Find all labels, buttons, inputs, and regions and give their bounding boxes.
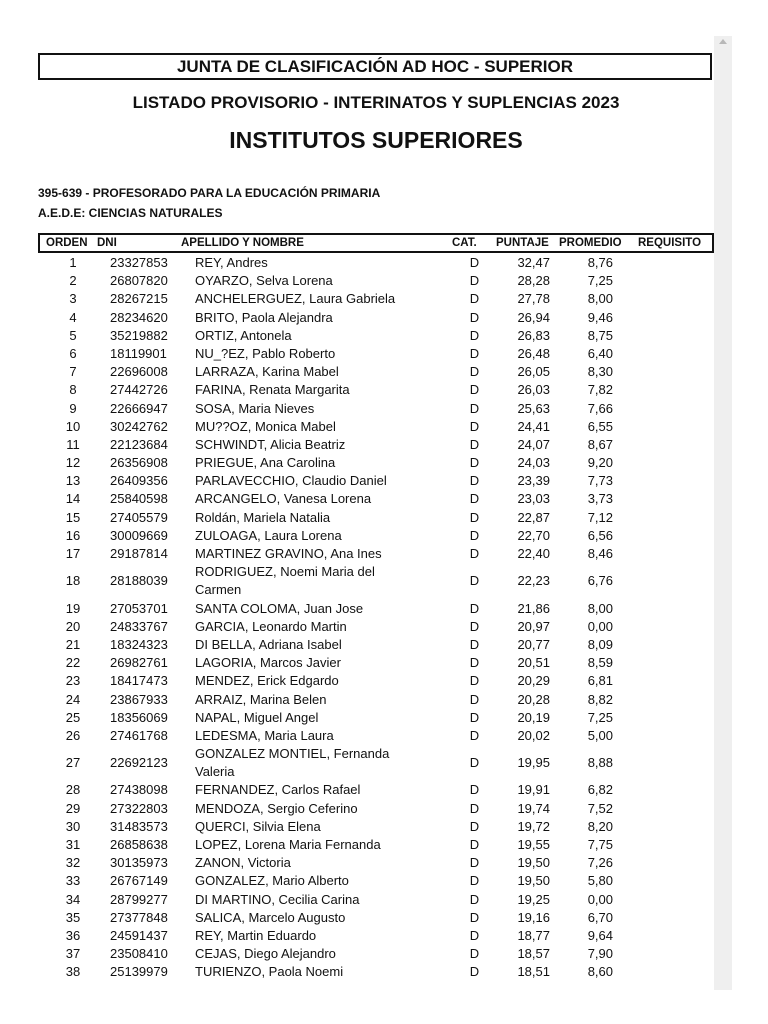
cell-cat: D	[469, 655, 480, 671]
cell-dni: 25139979	[110, 964, 168, 980]
header-nombre: APELLIDO Y NOMBRE	[181, 237, 304, 249]
cell-dni: 22666947	[110, 400, 168, 416]
cell-puntaje: 19,16	[517, 909, 550, 925]
cell-cat: D	[469, 818, 480, 834]
cell-cat: D	[469, 573, 480, 589]
cell-dni: 26982761	[110, 655, 168, 671]
cell-cat: D	[469, 546, 480, 561]
table-row	[38, 563, 714, 599]
cell-dni: 30135973	[110, 855, 168, 871]
cell-promedio: 6,56	[587, 527, 613, 543]
header-cat: CAT.	[452, 237, 477, 249]
cell-promedio: 7,90	[587, 946, 613, 962]
cell-promedio: 7,52	[587, 800, 613, 816]
cell-nombre: NAPAL, Miguel Angel	[195, 709, 319, 725]
cell-puntaje: 19,55	[517, 837, 550, 853]
cell-promedio: 3,73	[587, 491, 613, 507]
table-row	[38, 345, 714, 363]
cell-promedio: 7,26	[587, 855, 613, 871]
cell-promedio: 0,00	[587, 891, 613, 907]
cell-orden: 28	[65, 782, 81, 798]
cell-nombre: LAGORIA, Marcos Javier	[195, 655, 341, 671]
cell-cat: D	[469, 255, 480, 270]
cell-cat: D	[469, 800, 480, 816]
cell-puntaje: 32,47	[517, 255, 550, 270]
header-orden: ORDEN	[46, 237, 88, 249]
table-row	[38, 672, 714, 690]
cell-dni: 35219882	[110, 327, 168, 343]
table-header	[38, 233, 714, 253]
cell-promedio: 9,64	[587, 927, 613, 943]
cell-promedio: 6,55	[587, 418, 613, 434]
cell-cat: D	[469, 636, 480, 652]
cell-orden: 9	[69, 400, 77, 416]
cell-promedio: 6,76	[587, 573, 613, 589]
cell-cat: D	[469, 509, 480, 525]
cell-cat: D	[469, 691, 480, 707]
table-row	[38, 472, 714, 490]
cell-dni: 26807820	[110, 273, 168, 289]
cell-promedio: 7,66	[587, 400, 613, 416]
cell-orden: 17	[65, 546, 81, 561]
cell-promedio: 6,82	[587, 782, 613, 798]
cell-promedio: 7,75	[587, 837, 613, 853]
cell-dni: 27377848	[110, 909, 168, 925]
table-row	[38, 618, 714, 636]
cell-nombre: PARLAVECCHIO, Claudio Daniel	[195, 473, 387, 489]
cell-promedio: 6,70	[587, 909, 613, 925]
cell-puntaje: 18,77	[517, 927, 550, 943]
cell-cat: D	[469, 946, 480, 962]
table-row	[38, 963, 714, 981]
cell-dni: 29187814	[110, 546, 168, 561]
cell-puntaje: 24,03	[517, 455, 550, 471]
cell-puntaje: 25,63	[517, 400, 550, 416]
cell-nombre: MU??OZ, Monica Mabel	[195, 418, 336, 434]
cell-promedio: 8,67	[587, 436, 613, 452]
cell-nombre: GONZALEZ MONTIEL, Fernanda Valeria	[195, 746, 390, 780]
cell-puntaje: 20,51	[517, 655, 550, 671]
cell-orden: 11	[66, 436, 80, 452]
cell-puntaje: 24,07	[517, 436, 550, 452]
cell-orden: 25	[65, 709, 81, 725]
header-puntaje: PUNTAJE	[496, 237, 549, 249]
cell-dni: 30009669	[110, 527, 168, 543]
cell-nombre: PRIEGUE, Ana Carolina	[195, 455, 336, 471]
table-row	[38, 418, 714, 436]
cell-promedio: 5,80	[587, 873, 613, 889]
cell-orden: 1	[69, 255, 77, 270]
table-row	[38, 327, 714, 345]
cell-nombre: FARINA, Renata Margarita	[195, 382, 350, 398]
cell-orden: 34	[65, 891, 81, 907]
cell-dni: 25840598	[110, 491, 168, 507]
cell-puntaje: 18,51	[517, 964, 550, 980]
cell-puntaje: 19,95	[517, 755, 550, 771]
document-subtitle: LISTADO PROVISORIO - INTERINATOS Y SUPLENCIAS 2023	[132, 93, 620, 112]
table-row	[38, 381, 714, 399]
table-row	[38, 945, 714, 963]
cell-cat: D	[469, 600, 480, 616]
cell-puntaje: 18,57	[517, 946, 550, 962]
cell-promedio: 7,25	[587, 273, 613, 289]
cell-nombre: QUERCI, Silvia Elena	[195, 818, 321, 834]
cell-orden: 10	[65, 418, 81, 434]
cell-puntaje: 20,29	[517, 673, 550, 689]
cell-cat: D	[469, 891, 480, 907]
vertical-scrollbar[interactable]	[714, 36, 732, 990]
cell-puntaje: 23,39	[517, 473, 550, 489]
cell-nombre: REY, Andres	[195, 255, 268, 270]
table-row	[38, 436, 714, 454]
cell-dni: 26858638	[110, 837, 168, 853]
cell-nombre: MENDEZ, Erick Edgardo	[195, 673, 339, 689]
table-row	[38, 691, 714, 709]
cell-dni: 28234620	[110, 309, 168, 325]
cell-nombre: GONZALEZ, Mario Alberto	[195, 873, 349, 889]
cell-puntaje: 27,78	[517, 291, 550, 307]
cell-orden: 22	[65, 655, 81, 671]
table-row	[38, 636, 714, 654]
table-row	[38, 272, 714, 290]
cell-puntaje: 19,72	[517, 818, 550, 834]
cell-orden: 26	[65, 727, 81, 743]
cell-dni: 18324323	[110, 636, 168, 652]
cell-cat: D	[469, 527, 480, 543]
cell-dni: 18356069	[110, 709, 168, 725]
cell-nombre: LARRAZA, Karina Mabel	[195, 364, 339, 380]
cell-dni: 22123684	[110, 436, 168, 452]
cell-promedio: 7,82	[587, 382, 613, 398]
cell-orden: 18	[65, 573, 81, 589]
cell-nombre: SCHWINDT, Alicia Beatriz	[195, 436, 346, 452]
cell-promedio: 5,00	[587, 727, 613, 743]
table-row	[38, 490, 714, 508]
cell-puntaje: 20,77	[517, 636, 550, 652]
cell-nombre: CEJAS, Diego Alejandro	[195, 946, 336, 962]
cell-promedio: 8,88	[587, 755, 613, 771]
table-row	[38, 363, 714, 381]
cell-puntaje: 22,40	[517, 546, 550, 561]
cell-nombre: GARCIA, Leonardo Martin	[195, 618, 347, 634]
cell-promedio: 8,46	[587, 546, 613, 561]
cell-nombre: ARCANGELO, Vanesa Lorena	[195, 491, 372, 507]
table-row	[38, 290, 714, 308]
header-requisito: REQUISITO	[638, 237, 702, 249]
cell-cat: D	[469, 709, 480, 725]
cell-dni: 26409356	[110, 473, 168, 489]
cell-dni: 27322803	[110, 800, 168, 816]
cell-nombre: LEDESMA, Maria Laura	[195, 727, 334, 743]
cell-cat: D	[469, 727, 480, 743]
cell-promedio: 7,12	[587, 509, 613, 525]
table-row	[38, 454, 714, 472]
cell-puntaje: 20,19	[517, 709, 550, 725]
header-promedio: PROMEDIO	[559, 237, 622, 249]
career-label: 395-639 - PROFESORADO PARA LA EDUCACIÓN PRIMARIA	[38, 186, 381, 200]
cell-promedio: 9,20	[587, 455, 613, 471]
table-row	[38, 709, 714, 727]
table-row	[38, 727, 714, 745]
cell-promedio: 6,81	[587, 673, 613, 689]
cell-nombre: SALICA, Marcelo Augusto	[195, 909, 346, 925]
cell-orden: 8	[69, 382, 77, 398]
cell-puntaje: 21,86	[517, 600, 550, 616]
table-row	[38, 600, 714, 618]
cell-orden: 21	[65, 636, 81, 652]
cell-orden: 29	[65, 800, 81, 816]
cell-cat: D	[469, 673, 480, 689]
cell-orden: 4	[69, 309, 77, 325]
cell-orden: 32	[65, 855, 81, 871]
cell-nombre: REY, Martin Eduardo	[195, 927, 317, 943]
cell-orden: 13	[65, 473, 81, 489]
cell-dni: 22696008	[110, 364, 168, 380]
cell-puntaje: 22,23	[517, 573, 550, 589]
cell-cat: D	[469, 755, 480, 771]
cell-orden: 12	[65, 455, 81, 471]
cell-promedio: 8,60	[587, 964, 613, 980]
cell-dni: 28188039	[110, 573, 168, 589]
cell-dni: 30242762	[110, 418, 168, 434]
cell-puntaje: 26,94	[517, 309, 550, 325]
cell-nombre: BRITO, Paola Alejandra	[195, 309, 333, 325]
cell-promedio: 0,00	[587, 618, 613, 634]
cell-nombre: Roldán, Mariela Natalia	[195, 509, 331, 525]
cell-cat: D	[469, 400, 480, 416]
cell-orden: 31	[65, 837, 81, 853]
cell-nombre: LOPEZ, Lorena Maria Fernanda	[195, 837, 381, 853]
cell-puntaje: 19,74	[517, 800, 550, 816]
cell-promedio: 9,46	[587, 309, 613, 325]
cell-cat: D	[469, 418, 480, 434]
cell-dni: 27405579	[110, 509, 168, 525]
cell-dni: 27438098	[110, 782, 168, 798]
cell-cat: D	[469, 837, 480, 853]
cell-dni: 24833767	[110, 618, 168, 634]
cell-cat: D	[469, 964, 480, 980]
table-row	[38, 781, 714, 799]
cell-orden: 16	[65, 527, 81, 543]
cell-orden: 38	[65, 964, 81, 980]
cell-orden: 20	[65, 618, 81, 634]
cell-cat: D	[469, 782, 480, 798]
cell-orden: 19	[65, 600, 81, 616]
cell-dni: 28267215	[110, 291, 168, 307]
cell-promedio: 8,75	[587, 327, 613, 343]
cell-nombre: SOSA, Maria Nieves	[195, 400, 315, 416]
cell-orden: 36	[65, 927, 81, 943]
cell-promedio: 8,00	[587, 600, 613, 616]
cell-dni: 27053701	[110, 600, 168, 616]
cell-dni: 24591437	[110, 927, 168, 943]
cell-nombre: FERNANDEZ, Carlos Rafael	[195, 782, 361, 798]
cell-promedio: 6,40	[587, 345, 613, 361]
cell-orden: 5	[69, 327, 77, 343]
cell-promedio: 7,73	[587, 473, 613, 489]
header-dni: DNI	[97, 237, 117, 249]
cell-nombre: ORTIZ, Antonela	[195, 327, 292, 343]
document-heading: INSTITUTOS SUPERIORES	[229, 127, 523, 153]
cell-orden: 14	[65, 491, 81, 507]
cell-orden: 35	[65, 909, 81, 925]
cell-puntaje: 19,91	[517, 782, 550, 798]
cell-dni: 18119901	[110, 345, 167, 361]
cell-cat: D	[469, 327, 480, 343]
cell-dni: 28799277	[110, 891, 168, 907]
table-body	[38, 254, 714, 982]
cell-dni: 26356908	[110, 455, 168, 471]
cell-puntaje: 23,03	[517, 491, 550, 507]
cell-puntaje: 28,28	[517, 273, 550, 289]
table-row	[38, 654, 714, 672]
cell-dni: 27442726	[110, 382, 168, 398]
cell-cat: D	[469, 927, 480, 943]
cell-promedio: 8,76	[587, 255, 613, 270]
cell-nombre: TURIENZO, Paola Noemi	[195, 964, 344, 980]
scroll-up-arrow-icon[interactable]	[719, 39, 727, 44]
cell-promedio: 8,59	[587, 655, 613, 671]
cell-puntaje: 22,70	[517, 527, 550, 543]
table-row	[38, 927, 714, 945]
table-row	[38, 400, 714, 418]
cell-orden: 23	[65, 673, 81, 689]
cell-cat: D	[469, 873, 480, 889]
table-row	[38, 509, 714, 527]
table-row	[38, 800, 714, 818]
cell-cat: D	[469, 345, 480, 361]
cell-dni: 26767149	[110, 873, 168, 889]
cell-cat: D	[469, 309, 480, 325]
table-row	[38, 854, 714, 872]
cell-orden: 30	[65, 818, 81, 834]
cell-cat: D	[469, 855, 480, 871]
table-row	[38, 527, 714, 545]
cell-puntaje: 26,05	[517, 364, 550, 380]
cell-puntaje: 26,83	[517, 327, 550, 343]
document-title: JUNTA DE CLASIFICACIÓN AD HOC - SUPERIOR	[38, 53, 712, 80]
table-row	[38, 818, 714, 836]
cell-cat: D	[469, 455, 480, 471]
cell-puntaje: 19,50	[517, 855, 550, 871]
cell-puntaje: 19,50	[517, 873, 550, 889]
cell-orden: 27	[65, 755, 81, 771]
cell-orden: 3	[69, 291, 77, 307]
cell-nombre: DI BELLA, Adriana Isabel	[195, 636, 342, 652]
cell-orden: 37	[65, 946, 81, 962]
cell-nombre: MARTINEZ GRAVINO, Ana Ines	[195, 546, 382, 561]
table-row	[38, 254, 714, 272]
cell-nombre: NU_?EZ, Pablo Roberto	[195, 345, 336, 361]
cell-cat: D	[469, 436, 480, 452]
table-row	[38, 872, 714, 890]
table-row	[38, 891, 714, 909]
cell-puntaje: 20,97	[517, 618, 550, 634]
cell-nombre: ZANON, Victoria	[195, 855, 291, 871]
cell-cat: D	[469, 382, 480, 398]
cell-nombre: ZULOAGA, Laura Lorena	[195, 527, 342, 543]
cell-promedio: 7,25	[587, 709, 613, 725]
cell-puntaje: 19,25	[517, 891, 550, 907]
cell-nombre: DI MARTINO, Cecilia Carina	[195, 891, 360, 907]
aede-label: A.E.D.E: CIENCIAS NATURALES	[38, 206, 223, 220]
cell-orden: 24	[65, 691, 81, 707]
cell-dni: 23867933	[110, 691, 168, 707]
cell-nombre: SANTA COLOMA, Juan Jose	[195, 600, 364, 616]
cell-promedio: 8,09	[587, 636, 613, 652]
cell-cat: D	[469, 618, 480, 634]
cell-puntaje: 20,28	[517, 691, 550, 707]
cell-cat: D	[469, 364, 480, 380]
cell-cat: D	[469, 273, 480, 289]
cell-dni: 27461768	[110, 727, 168, 743]
cell-puntaje: 20,02	[517, 727, 550, 743]
cell-orden: 7	[69, 364, 77, 380]
table-row	[38, 836, 714, 854]
cell-nombre: MENDOZA, Sergio Ceferino	[195, 800, 358, 816]
cell-orden: 2	[69, 273, 77, 289]
cell-orden: 15	[65, 509, 81, 525]
cell-puntaje: 26,48	[517, 345, 550, 361]
cell-dni: 18417473	[110, 673, 168, 689]
cell-dni: 31483573	[110, 818, 168, 834]
cell-promedio: 8,00	[587, 291, 613, 307]
cell-dni: 23508410	[110, 946, 168, 962]
cell-cat: D	[469, 473, 480, 489]
cell-cat: D	[469, 909, 480, 925]
cell-cat: D	[469, 291, 480, 307]
cell-dni: 23327853	[110, 255, 168, 270]
cell-promedio: 8,30	[587, 364, 613, 380]
cell-nombre: ANCHELERGUEZ, Laura Gabriela	[195, 291, 396, 307]
cell-orden: 6	[69, 345, 77, 361]
table-row	[38, 309, 714, 327]
cell-promedio: 8,82	[587, 691, 613, 707]
cell-nombre: RODRIGUEZ, Noemi Maria del Carmen	[195, 564, 375, 598]
cell-dni: 22692123	[110, 755, 168, 771]
cell-cat: D	[469, 491, 480, 507]
table-row	[38, 545, 714, 563]
cell-promedio: 8,20	[587, 818, 613, 834]
cell-nombre: ARRAIZ, Marina Belen	[195, 691, 327, 707]
cell-puntaje: 22,87	[517, 509, 550, 525]
cell-orden: 33	[65, 873, 81, 889]
cell-puntaje: 26,03	[517, 382, 550, 398]
cell-nombre: OYARZO, Selva Lorena	[195, 273, 333, 289]
cell-puntaje: 24,41	[517, 418, 550, 434]
table-row	[38, 909, 714, 927]
table-row	[38, 745, 714, 781]
